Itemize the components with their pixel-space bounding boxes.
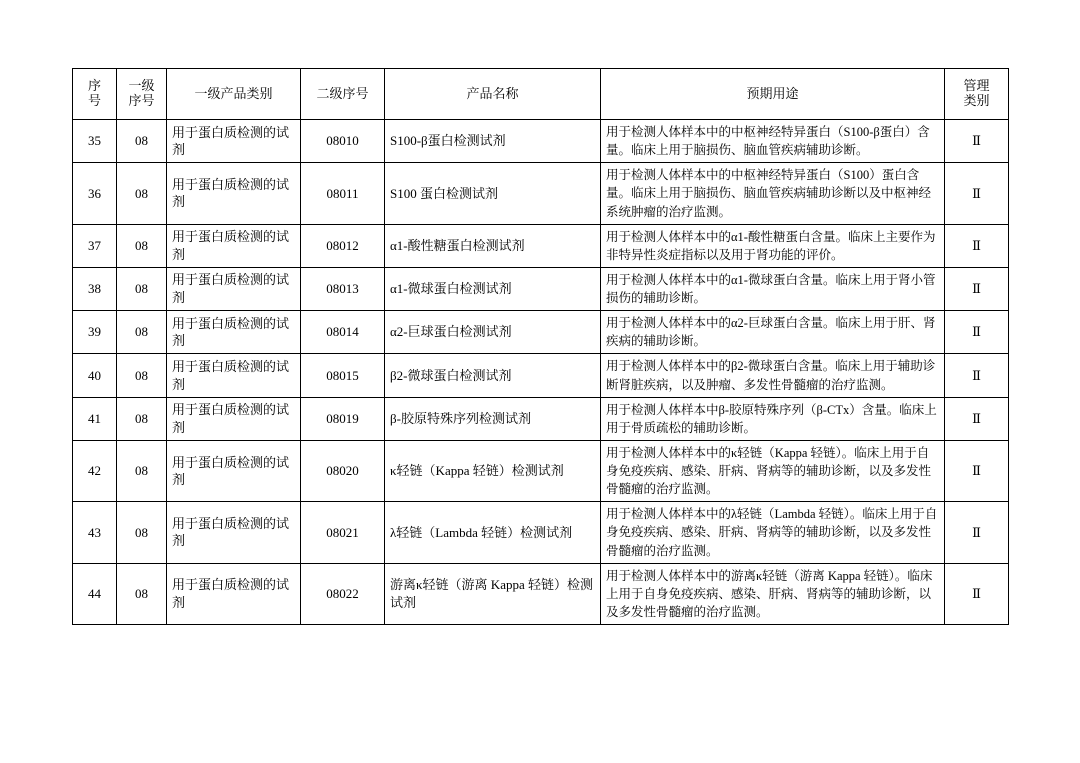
cell-intended-use: 用于检测人体样本中的α1-微球蛋白含量。临床上用于肾小管损伤的辅助诊断。 [601,267,945,310]
table-row [73,440,1009,501]
column-header-seq-line1: 序 [87,78,101,94]
cell-management-class: Ⅱ [945,224,1009,267]
cell-level1-category: 用于蛋白质检测的试剂 [167,120,301,163]
cell-level1-seq: 08 [117,163,167,224]
cell-product-name: 游离κ轻链（游离 Kappa 轻链）检测试剂 [385,563,601,624]
cell-level2-seq: 08012 [301,224,385,267]
cell-product-name: α2-巨球蛋白检测试剂 [385,311,601,354]
cell-level2-seq: 08010 [301,120,385,163]
cell-level1-seq: 08 [117,311,167,354]
table-row [73,397,1009,440]
cell-intended-use: 用于检测人体样本中的λ轻链（Lambda 轻链）。临床上用于自身免疫疾病、感染、肝病、肾病等的辅助诊断，以及多发性骨髓瘤的治疗监测。 [601,502,945,563]
table-header-row [73,69,1009,120]
cell-level1-category: 用于蛋白质检测的试剂 [167,440,301,501]
cell-level1-seq: 08 [117,397,167,440]
cell-seq: 40 [73,354,117,397]
cell-level2-seq: 08014 [301,311,385,354]
cell-product-name: β-胶原特殊序列检测试剂 [385,397,601,440]
cell-intended-use: 用于检测人体样本中β-胶原特殊序列（β-CTx）含量。临床上用于骨质疏松的辅助诊断。 [601,397,945,440]
cell-level1-category: 用于蛋白质检测的试剂 [167,267,301,310]
cell-level1-seq: 08 [117,120,167,163]
cell-level1-category: 用于蛋白质检测的试剂 [167,397,301,440]
cell-level2-seq: 08019 [301,397,385,440]
cell-level1-seq: 08 [117,224,167,267]
column-header-level2-seq: 二级序号 [301,69,385,120]
product-catalog-table-wrapper [72,68,1008,625]
cell-product-name: α1-微球蛋白检测试剂 [385,267,601,310]
cell-intended-use: 用于检测人体样本中的游离κ轻链（游离 Kappa 轻链）。临床上用于自身免疫疾病、感染、肝病、肾病等的辅助诊断，以及多发性骨髓瘤的治疗监测。 [601,563,945,624]
cell-level1-seq: 08 [117,440,167,501]
cell-seq: 44 [73,563,117,624]
cell-seq: 36 [73,163,117,224]
column-header-management-class-line2: 类别 [963,93,990,108]
cell-seq: 42 [73,440,117,501]
column-header-intended-use: 预期用途 [601,69,945,120]
column-header-seq [73,69,117,120]
column-header-level1-category: 一级产品类别 [167,69,301,120]
table-row [73,224,1009,267]
cell-level1-category: 用于蛋白质检测的试剂 [167,224,301,267]
cell-level1-category: 用于蛋白质检测的试剂 [167,563,301,624]
cell-level1-category: 用于蛋白质检测的试剂 [167,311,301,354]
cell-management-class: Ⅱ [945,311,1009,354]
cell-level1-category: 用于蛋白质检测的试剂 [167,502,301,563]
cell-management-class: Ⅱ [945,163,1009,224]
cell-seq: 35 [73,120,117,163]
column-header-level1-seq [117,69,167,120]
cell-management-class: Ⅱ [945,563,1009,624]
column-header-management-class [945,69,1009,120]
cell-level1-seq: 08 [117,267,167,310]
cell-management-class: Ⅱ [945,267,1009,310]
cell-intended-use: 用于检测人体样本中的α2-巨球蛋白含量。临床上用于肝、肾疾病的辅助诊断。 [601,311,945,354]
column-header-level1-seq-line2: 序号 [128,93,155,108]
cell-level1-seq: 08 [117,354,167,397]
table-row [73,311,1009,354]
cell-product-name: κ轻链（Kappa 轻链）检测试剂 [385,440,601,501]
table-body [73,120,1009,625]
cell-intended-use: 用于检测人体样本中的α1-酸性糖蛋白含量。临床上主要作为非特异性炎症指标以及用于肾功能的评价。 [601,224,945,267]
cell-intended-use: 用于检测人体样本中的中枢神经特异蛋白（S100）蛋白含量。临床上用于脑损伤、脑血管疾病辅助诊断以及中枢神经系统肿瘤的治疗监测。 [601,163,945,224]
column-header-level1-seq-line1: 一级 [128,78,155,94]
table-row [73,120,1009,163]
cell-management-class: Ⅱ [945,440,1009,501]
cell-product-name: β2-微球蛋白检测试剂 [385,354,601,397]
table-header [73,69,1009,120]
cell-product-name: S100-β蛋白检测试剂 [385,120,601,163]
table-row [73,267,1009,310]
cell-level2-seq: 08011 [301,163,385,224]
cell-seq: 43 [73,502,117,563]
column-header-seq-line2: 号 [87,93,101,108]
cell-seq: 41 [73,397,117,440]
cell-level2-seq: 08015 [301,354,385,397]
cell-product-name: α1-酸性糖蛋白检测试剂 [385,224,601,267]
cell-level1-seq: 08 [117,563,167,624]
cell-level2-seq: 08022 [301,563,385,624]
cell-intended-use: 用于检测人体样本中的κ轻链（Kappa 轻链）。临床上用于自身免疫疾病、感染、肝病、肾病等的辅助诊断，以及多发性骨髓瘤的治疗监测。 [601,440,945,501]
cell-management-class: Ⅱ [945,354,1009,397]
cell-level2-seq: 08013 [301,267,385,310]
cell-management-class: Ⅱ [945,120,1009,163]
cell-level2-seq: 08021 [301,502,385,563]
table-row [73,354,1009,397]
product-catalog-table [72,68,1009,625]
cell-level1-category: 用于蛋白质检测的试剂 [167,354,301,397]
cell-level1-category: 用于蛋白质检测的试剂 [167,163,301,224]
table-row [73,563,1009,624]
column-header-management-class-line1: 管理 [963,78,990,94]
cell-management-class: Ⅱ [945,397,1009,440]
cell-intended-use: 用于检测人体样本中的中枢神经特异蛋白（S100-β蛋白）含量。临床上用于脑损伤、脑血管疾病辅助诊断。 [601,120,945,163]
cell-seq: 39 [73,311,117,354]
cell-seq: 37 [73,224,117,267]
cell-level2-seq: 08020 [301,440,385,501]
cell-intended-use: 用于检测人体样本中的β2-微球蛋白含量。临床上用于辅助诊断肾脏疾病，以及肿瘤、多发性骨髓瘤的治疗监测。 [601,354,945,397]
column-header-product-name: 产品名称 [385,69,601,120]
table-row [73,502,1009,563]
cell-product-name: λ轻链（Lambda 轻链）检测试剂 [385,502,601,563]
cell-product-name: S100 蛋白检测试剂 [385,163,601,224]
cell-level1-seq: 08 [117,502,167,563]
cell-seq: 38 [73,267,117,310]
table-row [73,163,1009,224]
cell-management-class: Ⅱ [945,502,1009,563]
